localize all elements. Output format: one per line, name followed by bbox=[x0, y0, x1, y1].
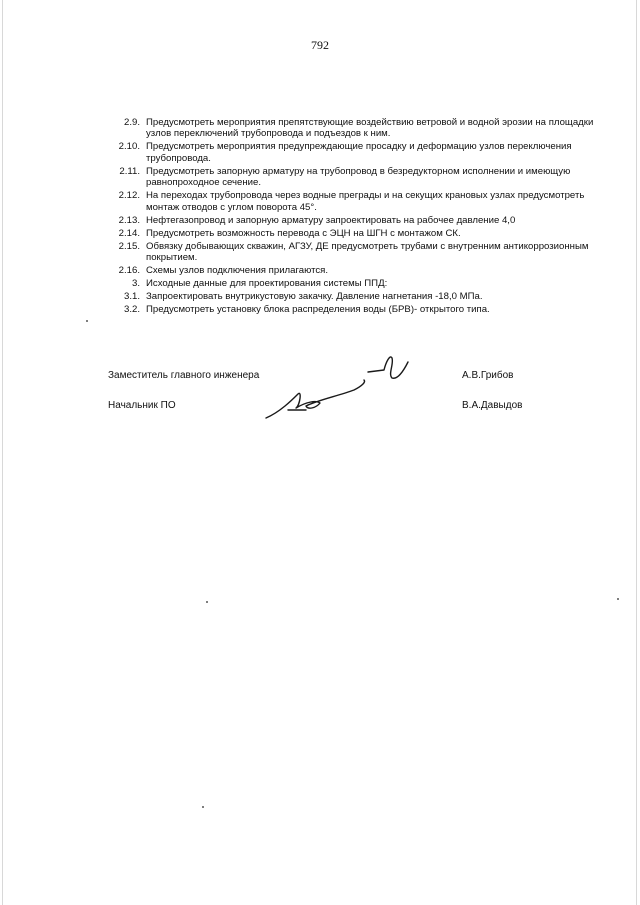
page-number: 792 bbox=[311, 38, 329, 52]
item-text: Запроектировать внутрикустовую закачку. Давление нагнетания -18,0 МПа. bbox=[146, 291, 483, 303]
item-number: 2.14. bbox=[118, 227, 140, 239]
item-number: 3.1. bbox=[123, 291, 140, 303]
item-number: 2.10. bbox=[118, 141, 140, 153]
list-item bbox=[108, 265, 598, 276]
item-text: Схемы узлов подключения прилагаются. bbox=[146, 265, 329, 277]
item-text: Предусмотреть мероприятия предупреждающие просадку и деформацию узлов переключения трубопровода. bbox=[146, 141, 572, 164]
signatory-title: Начальник ПО bbox=[108, 400, 176, 411]
list-item bbox=[108, 141, 598, 164]
scan-speck bbox=[617, 598, 619, 600]
list-item bbox=[108, 241, 598, 264]
scan-edge-left bbox=[2, 0, 3, 905]
scan-edge-right bbox=[636, 0, 637, 905]
signatory-name: А.В.Грибов bbox=[462, 370, 514, 381]
item-text: Предусмотреть возможность перевода с ЭЦН на ШГН с монтажом СК. bbox=[146, 227, 461, 239]
list-item bbox=[108, 228, 598, 239]
item-number: 2.12. bbox=[118, 190, 140, 202]
item-number: 3.2. bbox=[123, 304, 140, 316]
item-number: 2.16. bbox=[118, 265, 140, 277]
scan-speck bbox=[202, 806, 204, 808]
list-item bbox=[108, 304, 598, 315]
signatory-title: Заместитель главного инженера bbox=[108, 370, 260, 381]
item-text: Предусмотреть установку блока распределения воды (БРВ)- открытого типа. bbox=[146, 304, 490, 316]
list-item bbox=[108, 215, 598, 226]
list-item bbox=[108, 166, 598, 189]
requirements-list bbox=[108, 117, 598, 317]
item-number: 2.15. bbox=[118, 240, 140, 252]
scan-speck bbox=[206, 601, 208, 603]
list-item bbox=[108, 291, 598, 302]
item-text: Исходные данные для проектирования системы ППД: bbox=[146, 278, 388, 290]
list-item bbox=[108, 278, 598, 289]
handwritten-signature bbox=[258, 350, 428, 425]
item-number: 2.9. bbox=[123, 117, 140, 128]
item-number: 3. bbox=[131, 278, 140, 290]
item-number: 2.13. bbox=[118, 214, 140, 226]
list-item bbox=[108, 117, 598, 140]
item-text: На переходах трубопровода через водные преграды и на секущих крановых узлах предусмотреть монтаж отводов с углом поворота 45°. bbox=[146, 190, 585, 213]
list-item bbox=[108, 190, 598, 213]
item-text: Нефтегазопровод и запорную арматуру запроектировать на рабочее давление 4,0 bbox=[146, 214, 516, 226]
item-text: Обвязку добывающих скважин, АГЗУ, ДЕ предусмотреть трубами с внутренним антикоррозионным покрытием. bbox=[146, 240, 589, 264]
item-text: Предусмотреть запорную арматуру на трубопровод в безредукторном исполнении и имеющую равнопроходное сечение. bbox=[146, 165, 571, 189]
signatory-name: В.А.Давыдов bbox=[462, 400, 523, 411]
scan-speck bbox=[86, 320, 88, 322]
item-text: Предусмотреть мероприятия препятствующие воздействию ветровой и водной эрозии на площадки узлов переключений трубопровода и подъездов к ним. bbox=[146, 117, 594, 140]
item-number: 2.11. bbox=[119, 165, 140, 177]
